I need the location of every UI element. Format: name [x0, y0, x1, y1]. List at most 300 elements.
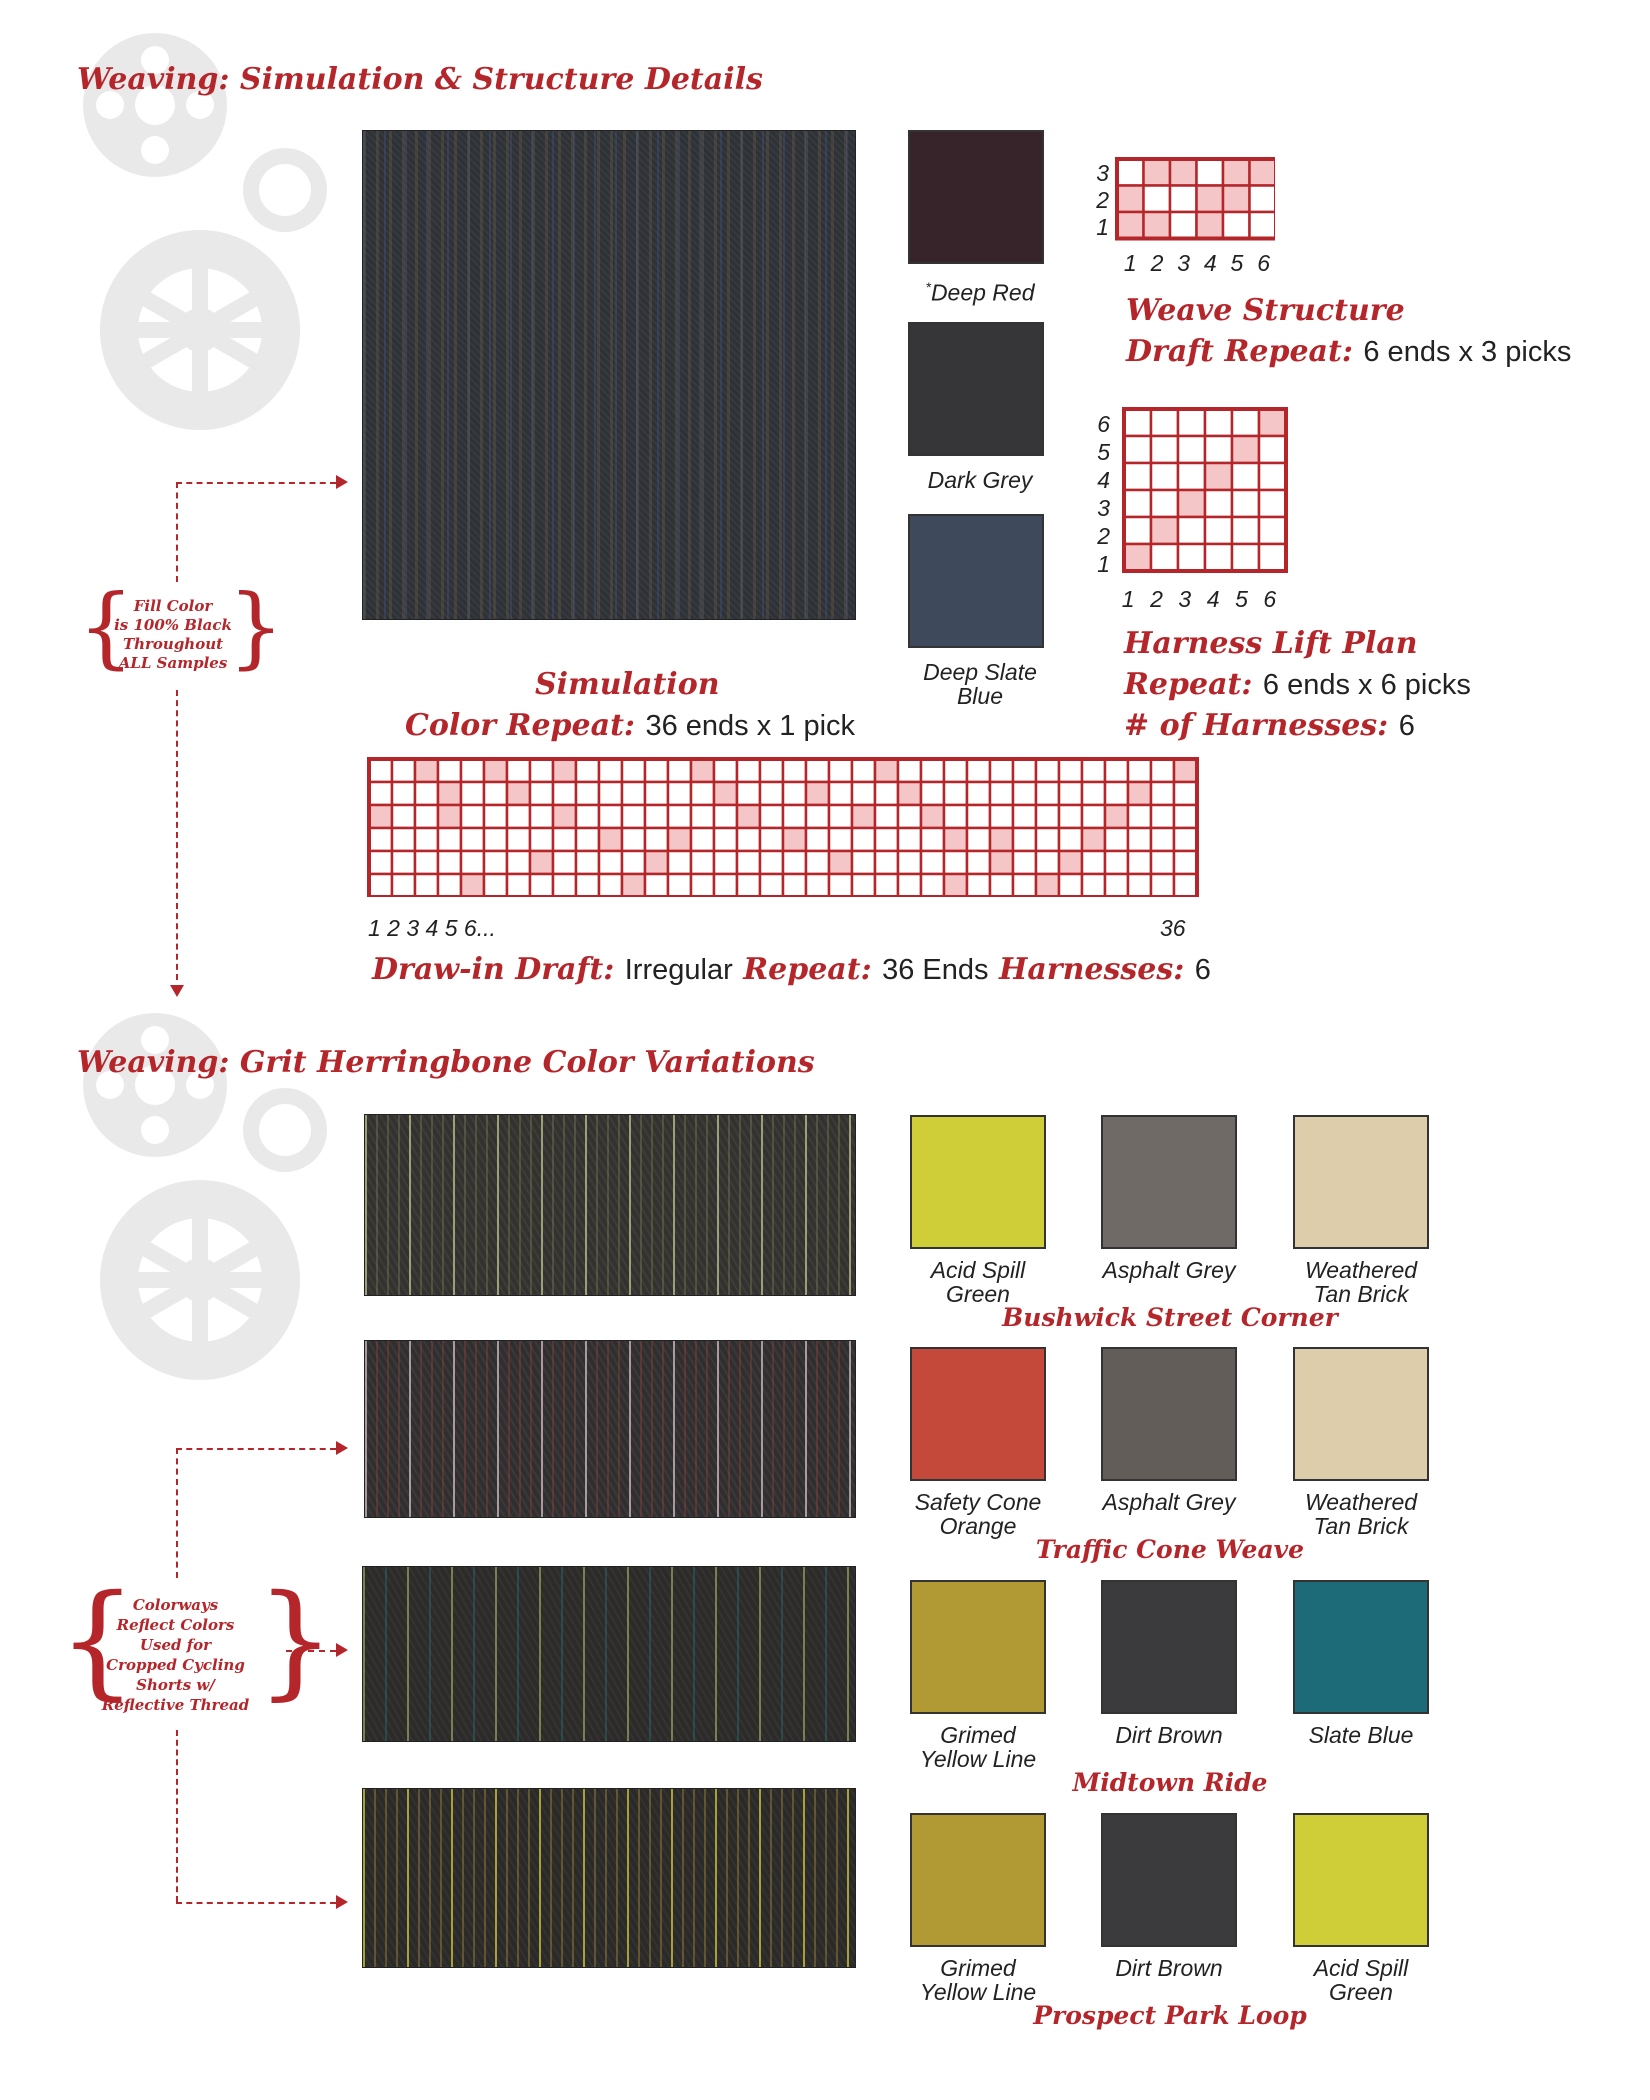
grid-cell	[622, 759, 645, 782]
grid-cell	[461, 874, 484, 897]
grid-cell	[967, 828, 990, 851]
grid-cell	[1144, 159, 1171, 186]
grid-cell	[553, 759, 576, 782]
grid-cell	[645, 759, 668, 782]
grid-cell	[1259, 490, 1286, 517]
grid-cell	[1036, 805, 1059, 828]
grid-cell	[438, 782, 461, 805]
colorways-note: { } Colorways Reflect Colors Used for Cropped Cycling Shorts w/ Reflective Thread	[58, 1569, 335, 1714]
arrow-down-icon	[170, 985, 184, 997]
grid-cell	[392, 828, 415, 851]
grid-cell	[507, 759, 530, 782]
grid-cell	[944, 828, 967, 851]
grid-cell	[875, 828, 898, 851]
grid-cell	[1117, 159, 1144, 186]
grid-cell	[1259, 517, 1286, 544]
grid-cell	[944, 805, 967, 828]
colorway-swatch-label: Acid Spill Green	[930, 1257, 1026, 1307]
grid-cell	[1059, 782, 1082, 805]
grid-cell	[369, 805, 392, 828]
grid-cell	[392, 782, 415, 805]
grid-cell	[1124, 436, 1151, 463]
grid-cell	[1151, 409, 1178, 436]
colorway-swatch	[1101, 1115, 1237, 1249]
grid-cell	[990, 782, 1013, 805]
grid-cell	[944, 782, 967, 805]
grid-cell	[737, 828, 760, 851]
grid-cell	[599, 874, 622, 897]
grid-cell	[484, 805, 507, 828]
grid-cell	[1144, 186, 1171, 213]
grid-cell	[576, 828, 599, 851]
colorway-swatch	[910, 1347, 1046, 1481]
grid-cell	[1117, 186, 1144, 213]
grid-cell	[852, 759, 875, 782]
grid-cell	[1170, 212, 1197, 239]
grid-cell	[622, 828, 645, 851]
grid-cell	[1128, 759, 1151, 782]
grid-cell	[783, 805, 806, 828]
grid-cell	[530, 805, 553, 828]
grid-cell	[415, 828, 438, 851]
grid-cell	[1105, 874, 1128, 897]
grid-cell	[714, 851, 737, 874]
grid-cell	[875, 782, 898, 805]
grid-cell	[1205, 436, 1232, 463]
colorway-swatch	[910, 1580, 1046, 1714]
grid-cell	[898, 851, 921, 874]
grid-cell	[875, 851, 898, 874]
grid-cell	[1178, 517, 1205, 544]
colorway-swatch-label: Acid Spill Green	[1313, 1955, 1409, 2005]
grid-cell	[829, 759, 852, 782]
grid-cell	[1151, 782, 1174, 805]
grid-cell	[921, 851, 944, 874]
grid-cell	[1013, 759, 1036, 782]
grid-cell	[1013, 828, 1036, 851]
swatch-dark-grey	[908, 322, 1044, 456]
grid-cell	[1205, 517, 1232, 544]
grid-cell	[1151, 463, 1178, 490]
grid-cell	[668, 759, 691, 782]
colorway-swatch-label: Safety Cone Orange	[914, 1489, 1042, 1539]
grid-cell	[599, 828, 622, 851]
grid-cell	[1223, 186, 1250, 213]
grid-cell	[944, 874, 967, 897]
grid-cell	[1124, 517, 1151, 544]
grid-cell	[990, 805, 1013, 828]
grid-cell	[829, 874, 852, 897]
grid-cell	[1151, 490, 1178, 517]
grid-cell	[967, 782, 990, 805]
grid-cell	[1144, 212, 1171, 239]
grid-cell	[1082, 759, 1105, 782]
grid-cell	[668, 828, 691, 851]
colorway-swatch-label: Asphalt Grey	[1102, 1257, 1236, 1283]
grid-cell	[1250, 212, 1276, 239]
grid-cell	[1174, 782, 1197, 805]
grid-cell	[438, 874, 461, 897]
grid-cell	[990, 874, 1013, 897]
grid-cell	[1128, 782, 1151, 805]
grid-cell	[691, 782, 714, 805]
grid-cell	[530, 874, 553, 897]
grid-cell	[530, 759, 553, 782]
grid-cell	[806, 828, 829, 851]
fabric-bushwick-street-corner	[364, 1114, 856, 1296]
grid-cell	[599, 805, 622, 828]
draw-in-caption: Draw-in Draft: Irregular Repeat: 36 Ends Harnesses: 6	[372, 952, 1211, 987]
fill-color-note: { } Fill Color is 100% Black Throughout ALL Samples	[78, 575, 284, 678]
grid-cell	[668, 805, 691, 828]
harness-row-labels: 6 5 4 3 2 1	[1097, 411, 1110, 577]
grid-cell	[1232, 409, 1259, 436]
grid-cell	[921, 782, 944, 805]
grid-cell	[1259, 436, 1286, 463]
grid-cell	[622, 874, 645, 897]
simulation-title: Simulation	[535, 667, 720, 702]
grid-cell	[1082, 851, 1105, 874]
grid-cell	[944, 759, 967, 782]
fabric-midtown-ride	[362, 1566, 856, 1742]
grid-cell	[553, 782, 576, 805]
draw-in-axis-end: 36	[1160, 915, 1186, 941]
grid-cell	[438, 759, 461, 782]
grid-cell	[1174, 828, 1197, 851]
left-brace-icon: {	[78, 575, 134, 678]
grid-cell	[1105, 828, 1128, 851]
grid-cell	[829, 782, 852, 805]
grid-cell	[1036, 874, 1059, 897]
right-brace-icon: }	[256, 1569, 335, 1713]
grid-cell	[760, 828, 783, 851]
grid-cell	[783, 874, 806, 897]
grid-cell	[898, 759, 921, 782]
grid-cell	[1232, 517, 1259, 544]
grid-cell	[1205, 409, 1232, 436]
weave-col-labels: 1 2 3 4 5 6	[1123, 250, 1270, 276]
grid-cell	[1232, 436, 1259, 463]
arrow-right-icon	[336, 1441, 348, 1455]
color-repeat: Color Repeat: 36 ends x 1 pick	[405, 708, 856, 743]
weave-row-labels: 3 2 1	[1096, 160, 1109, 240]
grid-cell	[1013, 782, 1036, 805]
grid-cell	[1205, 463, 1232, 490]
grid-cell	[1178, 409, 1205, 436]
grid-cell	[691, 851, 714, 874]
arrow-right-icon	[336, 1643, 348, 1657]
grid-cell	[484, 782, 507, 805]
grid-cell	[1151, 759, 1174, 782]
grid-cell	[438, 828, 461, 851]
grid-cell	[438, 805, 461, 828]
grid-cell	[691, 759, 714, 782]
grid-cell	[1151, 544, 1178, 571]
grid-cell	[645, 782, 668, 805]
grid-cell	[875, 759, 898, 782]
right-brace-icon: }	[228, 575, 284, 678]
grid-cell	[1223, 212, 1250, 239]
grid-cell	[783, 782, 806, 805]
section-title-color-variations: Weaving: Grit Herringbone Color Variations	[77, 1045, 815, 1080]
grid-cell	[783, 828, 806, 851]
grid-cell	[1170, 186, 1197, 213]
grid-cell	[1174, 805, 1197, 828]
colorway-swatch	[1293, 1115, 1429, 1249]
grid-cell	[1059, 874, 1082, 897]
swatch-deep-red	[908, 130, 1044, 264]
grid-cell	[921, 828, 944, 851]
grid-cell	[645, 874, 668, 897]
grid-cell	[507, 874, 530, 897]
colorway-name: Traffic Cone Weave	[1035, 1535, 1305, 1564]
grid-cell	[852, 851, 875, 874]
grid-cell	[714, 874, 737, 897]
grid-cell	[898, 805, 921, 828]
grid-cell	[1013, 805, 1036, 828]
colorway-swatch-label: Grimed Yellow Line	[919, 1955, 1037, 2005]
grid-cell	[484, 759, 507, 782]
grid-cell	[599, 782, 622, 805]
grid-cell	[760, 759, 783, 782]
grid-cell	[760, 851, 783, 874]
harness-repeat: Repeat: 6 ends x 6 picks	[1124, 667, 1471, 702]
grid-cell	[990, 851, 1013, 874]
grid-cell	[507, 782, 530, 805]
grid-cell	[1059, 805, 1082, 828]
grid-cell	[829, 851, 852, 874]
grid-cell	[1059, 828, 1082, 851]
grid-cell	[1259, 544, 1286, 571]
simulation-fabric-swatch	[362, 130, 856, 620]
grid-cell	[852, 782, 875, 805]
grid-cell	[461, 782, 484, 805]
colorway-swatch-label: Asphalt Grey	[1102, 1489, 1236, 1515]
grid-cell	[1151, 828, 1174, 851]
grid-cell	[760, 805, 783, 828]
grid-cell	[553, 874, 576, 897]
grid-cell	[1232, 544, 1259, 571]
harness-lift-plan-grid	[1122, 407, 1290, 575]
grid-cell	[1174, 759, 1197, 782]
grid-cell	[507, 851, 530, 874]
grid-cell	[1059, 759, 1082, 782]
grid-cell	[645, 828, 668, 851]
grid-cell	[806, 782, 829, 805]
grid-cell	[530, 828, 553, 851]
grid-cell	[622, 805, 645, 828]
grid-cell	[392, 759, 415, 782]
grid-cell	[507, 828, 530, 851]
grid-cell	[392, 805, 415, 828]
grid-cell	[944, 851, 967, 874]
grid-cell	[1059, 851, 1082, 874]
grid-cell	[737, 874, 760, 897]
grid-cell	[1259, 463, 1286, 490]
grid-cell	[737, 805, 760, 828]
grid-cell	[1082, 805, 1105, 828]
grid-cell	[1250, 186, 1276, 213]
grid-cell	[967, 874, 990, 897]
grid-cell	[645, 805, 668, 828]
grid-cell	[1082, 782, 1105, 805]
grid-cell	[714, 828, 737, 851]
grid-cell	[415, 782, 438, 805]
grid-cell	[622, 782, 645, 805]
colorway-swatch	[1293, 1580, 1429, 1714]
colorway-swatch-label: Slate Blue	[1308, 1722, 1414, 1748]
grid-cell	[415, 851, 438, 874]
grid-cell	[1170, 159, 1197, 186]
draw-in-axis-start: 1 2 3 4 5 6...	[368, 915, 496, 941]
grid-cell	[1105, 759, 1128, 782]
grid-cell	[852, 828, 875, 851]
colorway-swatch	[910, 1115, 1046, 1249]
grid-cell	[760, 782, 783, 805]
colorway-swatch	[1101, 1347, 1237, 1481]
grid-cell	[806, 874, 829, 897]
colorway-swatch	[1293, 1813, 1429, 1947]
grid-cell	[1259, 409, 1286, 436]
grid-cell	[599, 851, 622, 874]
grid-cell	[898, 874, 921, 897]
grid-cell	[1105, 851, 1128, 874]
harness-count: # of Harnesses: 6	[1124, 708, 1415, 743]
colorway-swatch	[1101, 1580, 1237, 1714]
weave-structure-title: Weave Structure	[1126, 293, 1405, 328]
harness-col-labels: 1 2 3 4 5 6	[1121, 586, 1277, 612]
grid-cell	[898, 782, 921, 805]
grid-cell	[1178, 436, 1205, 463]
grid-cell	[530, 851, 553, 874]
grid-cell	[1036, 759, 1059, 782]
grid-cell	[1205, 490, 1232, 517]
grid-cell	[484, 874, 507, 897]
grid-cell	[714, 759, 737, 782]
grid-cell	[576, 851, 599, 874]
grid-cell	[1151, 851, 1174, 874]
grid-cell	[369, 851, 392, 874]
grid-cell	[553, 805, 576, 828]
grid-cell	[1232, 463, 1259, 490]
grid-cell	[415, 805, 438, 828]
weave-structure-grid	[1115, 157, 1275, 241]
grid-cell	[1105, 805, 1128, 828]
grid-cell	[1205, 544, 1232, 571]
colorway-name: Midtown Ride	[1072, 1768, 1268, 1797]
grid-cell	[875, 874, 898, 897]
grid-cell	[369, 759, 392, 782]
colorway-swatch-label: Weathered Tan Brick	[1304, 1489, 1418, 1539]
grid-cell	[461, 759, 484, 782]
grid-cell	[1151, 805, 1174, 828]
grid-cell	[691, 874, 714, 897]
colorway-name: Bushwick Street Corner	[1002, 1303, 1338, 1332]
grid-cell	[990, 759, 1013, 782]
grid-cell	[622, 851, 645, 874]
grid-cell	[369, 782, 392, 805]
grid-cell	[1105, 782, 1128, 805]
grid-cell	[484, 851, 507, 874]
grid-cell	[1197, 186, 1224, 213]
colorway-swatch-label: Dirt Brown	[1115, 1955, 1223, 1981]
colorway-swatch-label: Weathered Tan Brick	[1304, 1257, 1418, 1307]
grid-cell	[507, 805, 530, 828]
grid-cell	[1250, 159, 1276, 186]
grid-cell	[1178, 490, 1205, 517]
grid-cell	[1151, 436, 1178, 463]
grid-cell	[691, 805, 714, 828]
grid-cell	[1036, 828, 1059, 851]
grid-cell	[1174, 874, 1197, 897]
colorway-name: Prospect Park Loop	[1033, 2001, 1307, 2030]
draw-in-draft-grid	[367, 757, 1199, 897]
grid-cell	[921, 759, 944, 782]
grid-cell	[576, 759, 599, 782]
swatch-label: Deep Slate Blue	[923, 659, 1037, 709]
grid-cell	[392, 851, 415, 874]
grid-cell	[760, 874, 783, 897]
grid-cell	[415, 874, 438, 897]
fabric-prospect-park-loop	[362, 1788, 856, 1968]
swatch-label: *Deep Red	[925, 279, 1035, 306]
grid-cell	[1232, 490, 1259, 517]
grid-cell	[1151, 517, 1178, 544]
grid-cell	[484, 828, 507, 851]
grid-cell	[714, 782, 737, 805]
grid-cell	[645, 851, 668, 874]
grid-cell	[921, 874, 944, 897]
grid-cell	[714, 805, 737, 828]
grid-cell	[1174, 851, 1197, 874]
grid-cell	[1082, 874, 1105, 897]
grid-cell	[829, 805, 852, 828]
grid-cell	[369, 874, 392, 897]
swatch-label: Dark Grey	[927, 467, 1033, 493]
grid-cell	[852, 805, 875, 828]
grid-cell	[806, 805, 829, 828]
grid-cell	[1036, 782, 1059, 805]
grid-cell	[1124, 409, 1151, 436]
grid-cell	[1124, 544, 1151, 571]
left-brace-icon: {	[58, 1569, 137, 1713]
grid-cell	[599, 759, 622, 782]
grid-cell	[737, 851, 760, 874]
grid-cell	[1223, 159, 1250, 186]
grid-cell	[1082, 828, 1105, 851]
grid-cell	[691, 828, 714, 851]
grid-cell	[1197, 212, 1224, 239]
grid-cell	[553, 851, 576, 874]
grid-cell	[990, 828, 1013, 851]
grid-cell	[737, 782, 760, 805]
grid-cell	[1197, 159, 1224, 186]
grid-cell	[967, 759, 990, 782]
grid-cell	[668, 851, 691, 874]
grid-cell	[392, 874, 415, 897]
grid-cell	[668, 782, 691, 805]
grid-cell	[967, 851, 990, 874]
grid-cell	[576, 782, 599, 805]
grid-cell	[852, 874, 875, 897]
grid-cell	[1013, 851, 1036, 874]
grid-cell	[576, 805, 599, 828]
grid-cell	[875, 805, 898, 828]
grid-cell	[1036, 851, 1059, 874]
grid-cell	[783, 759, 806, 782]
grid-cell	[1151, 874, 1174, 897]
grid-cell	[737, 759, 760, 782]
